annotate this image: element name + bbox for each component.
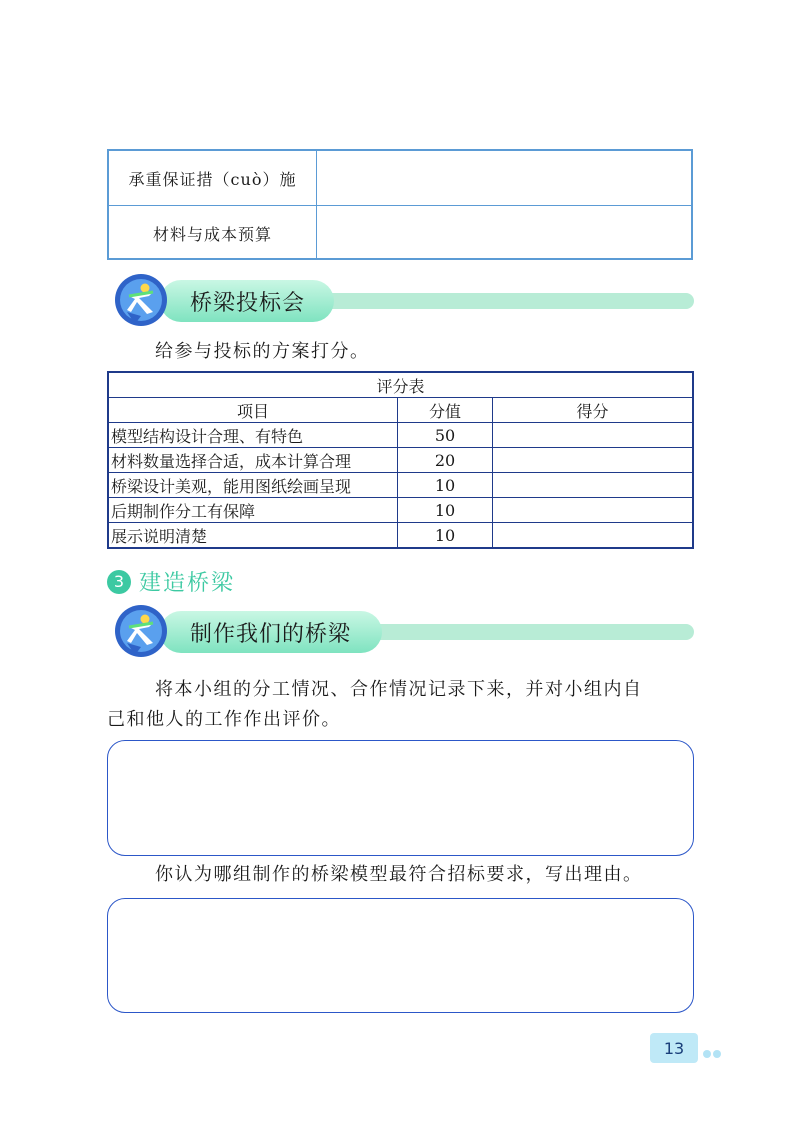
making-paragraph-line2: 己和他人的工作作出评价。 xyxy=(107,709,341,730)
answer-box-division[interactable] xyxy=(107,740,694,856)
decor-dot xyxy=(713,1050,721,1058)
score-item: 后期制作分工有保障 xyxy=(108,498,398,523)
score-value: 50 xyxy=(398,423,493,448)
score-table-caption: 评分表 xyxy=(108,372,693,398)
section-number-badge: 3 xyxy=(107,570,131,594)
score-value: 20 xyxy=(398,448,493,473)
score-table xyxy=(107,371,694,549)
table-row xyxy=(108,423,693,448)
answer-box-reason[interactable] xyxy=(107,898,694,1013)
score-value: 10 xyxy=(398,473,493,498)
score-header-item: 项目 xyxy=(108,398,398,423)
decor-dot xyxy=(703,1050,711,1058)
score-item: 模型结构设计合理、有特色 xyxy=(108,423,398,448)
question-text: 你认为哪组制作的桥梁模型最符合招标要求，写出理由。 xyxy=(155,864,643,885)
table-row xyxy=(108,473,693,498)
page-number: 13 xyxy=(650,1033,698,1063)
section-title: 建造桥梁 xyxy=(139,571,236,596)
plan-row-label: 承重保证措（cuò）施 xyxy=(109,151,317,205)
score-got[interactable] xyxy=(493,498,694,523)
activity-logo-icon xyxy=(113,603,169,659)
score-item: 桥梁设计美观，能用图纸绘画呈现 xyxy=(108,473,398,498)
bidding-banner xyxy=(160,280,334,322)
plan-table xyxy=(107,149,693,260)
making-banner-title: 制作我们的桥梁 xyxy=(190,621,352,647)
making-banner xyxy=(160,611,382,653)
table-row xyxy=(108,523,693,549)
table-row xyxy=(108,448,693,473)
table-row xyxy=(108,498,693,523)
plan-row-value[interactable] xyxy=(317,206,691,260)
score-got[interactable] xyxy=(493,523,694,549)
score-header-got: 得分 xyxy=(493,398,694,423)
plan-row xyxy=(109,205,691,260)
score-value: 10 xyxy=(398,523,493,549)
making-paragraph-line1: 将本小组的分工情况、合作情况记录下来，并对小组内自 xyxy=(155,679,643,700)
bidding-instruction: 给参与投标的方案打分。 xyxy=(155,341,370,362)
plan-row-value[interactable] xyxy=(317,151,691,205)
score-got[interactable] xyxy=(493,423,694,448)
score-value: 10 xyxy=(398,498,493,523)
bidding-banner-title: 桥梁投标会 xyxy=(190,290,306,316)
section-heading xyxy=(107,566,235,597)
plan-row xyxy=(109,151,691,205)
activity-logo-icon xyxy=(113,272,169,328)
score-header-value: 分值 xyxy=(398,398,493,423)
score-got[interactable] xyxy=(493,473,694,498)
plan-row-label: 材料与成本预算 xyxy=(109,206,317,260)
score-got[interactable] xyxy=(493,448,694,473)
score-item: 展示说明清楚 xyxy=(108,523,398,549)
score-item: 材料数量选择合适，成本计算合理 xyxy=(108,448,398,473)
